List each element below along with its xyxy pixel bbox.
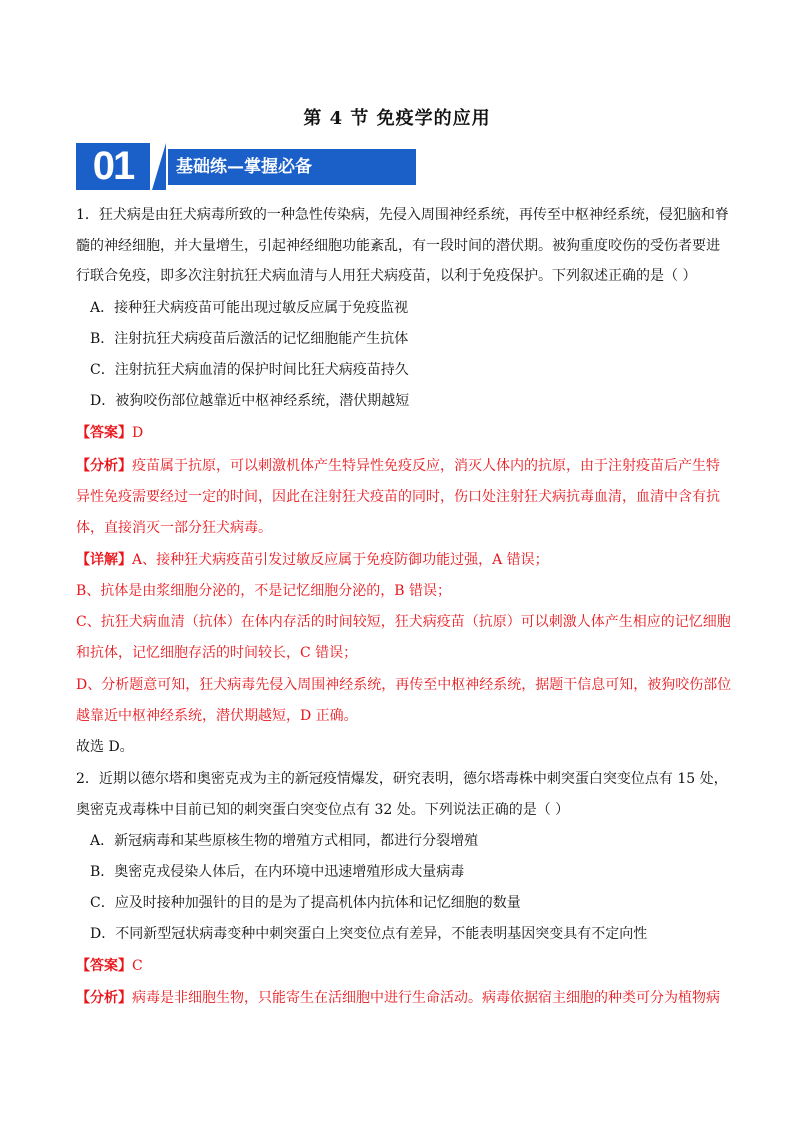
q1-answer [76,423,726,443]
detail-text: A、接种狂犬病疫苗引发过敏反应属于免疫防御功能过强，A 错误； [132,552,549,568]
q1-analysis-line: 异性免疫需要经过一定的时间，因此在注射狂犬疫苗的同时，伤口处注射狂犬病抗毒血清，血清中含有抗 [76,489,720,505]
q2-option-a: A．新冠病毒和某些原核生物的增殖方式相同，都进行分裂增殖 [90,833,479,849]
analysis-text: 疫苗属于抗原，可以刺激机体产生特异性免疫反应，消灭人体内的抗原，由于注射疫苗后产生特 [132,458,720,474]
q2-stem-line: 奥密克戎毒株中目前已知的刺突蛋白突变位点有 32 处。下列说法正确的是（ ） [76,802,570,818]
q1-detail-line: 越靠近中枢神经系统，潜伏期越短，D 正确。 [76,708,358,724]
q1-stem-line: 行联合免疫，即多次注射抗狂犬病血清与人用狂犬病疫苗，以利于免疫保护。下列叙述正确的是（ ） [76,268,697,284]
banner-slash-decoration [152,143,166,190]
answer-value: D [132,425,144,441]
q2-option-c: C．应及时接种加强针的目的是为了提高机体内抗体和记忆细胞的数量 [90,895,521,911]
analysis-label: 【分析】 [76,990,132,1006]
analysis-label: 【分析】 [76,458,132,474]
answer-label: 【答案】 [76,958,132,974]
q1-detail-line: 和抗体，记忆细胞存活的时间较长，C 错误； [76,645,358,661]
section-label: 基础练—掌握必备 [168,149,416,185]
q1-option-b: B．注射抗狂犬病疫苗后激活的记忆细胞能产生抗体 [90,331,409,347]
q2-stem-line: 2．近期以德尔塔和奥密克戎为主的新冠疫情爆发，研究表明，德尔塔毒株中刺突蛋白突变位点有 15 处， [76,771,728,787]
page-title: 第 4 节 免疫学的应用 [303,108,491,129]
q1-stem-line: 髓的神经细胞，并大量增生，引起神经细胞功能紊乱，有一段时间的潜伏期。被狗重度咬伤的受伤者要进 [76,238,720,254]
q1-analysis-line: 体，直接消灭一部分狂犬病毒。 [76,520,272,536]
section-banner [76,143,338,190]
q1-detail-line: C、抗狂犬病血清（抗体）在体内存活的时间较短，狂犬病疫苗（抗原）可以刺激人体产生相应的记忆细胞 [76,614,731,630]
q1-option-a: A．接种狂犬病疫苗可能出现过敏反应属于免疫监视 [90,300,409,316]
q1-conclusion: 故选 D。 [76,739,134,755]
q2-analysis-line [76,988,726,1008]
q2-answer [76,956,726,976]
q1-analysis-line [76,456,726,476]
q1-option-d: D．被狗咬伤部位越靠近中枢神经系统，潜伏期越短 [90,393,410,409]
q2-option-d: D．不同新型冠状病毒变种中刺突蛋白上突变位点有差异，不能表明基因突变具有不定向性 [90,926,648,942]
answer-label: 【答案】 [76,425,132,441]
analysis-text: 病毒是非细胞生物，只能寄生在活细胞中进行生命活动。病毒依据宿主细胞的种类可分为植物病 [132,990,720,1006]
q1-stem-line: 1．狂犬病是由狂犬病毒所致的一种急性传染病，先侵入周围神经系统，再传至中枢神经系统，侵犯脑和脊 [76,207,729,223]
q1-detail-line: B、抗体是由浆细胞分泌的，不是记忆细胞分泌的，B 错误； [76,583,452,599]
answer-value: C [132,958,143,974]
q1-option-c: C．注射抗狂犬病血清的保护时间比狂犬病疫苗持久 [90,362,409,378]
q1-detail-line [76,550,726,570]
section-number: 01 [76,143,150,190]
q1-detail-line: D、分析题意可知，狂犬病毒先侵入周围神经系统，再传至中枢神经系统，据题干信息可知，被狗咬伤部位 [76,677,732,693]
q2-option-b: B．奥密克戎侵染人体后，在内环境中迅速增殖形成大量病毒 [90,864,465,880]
detail-label: 【详解】 [76,552,132,568]
